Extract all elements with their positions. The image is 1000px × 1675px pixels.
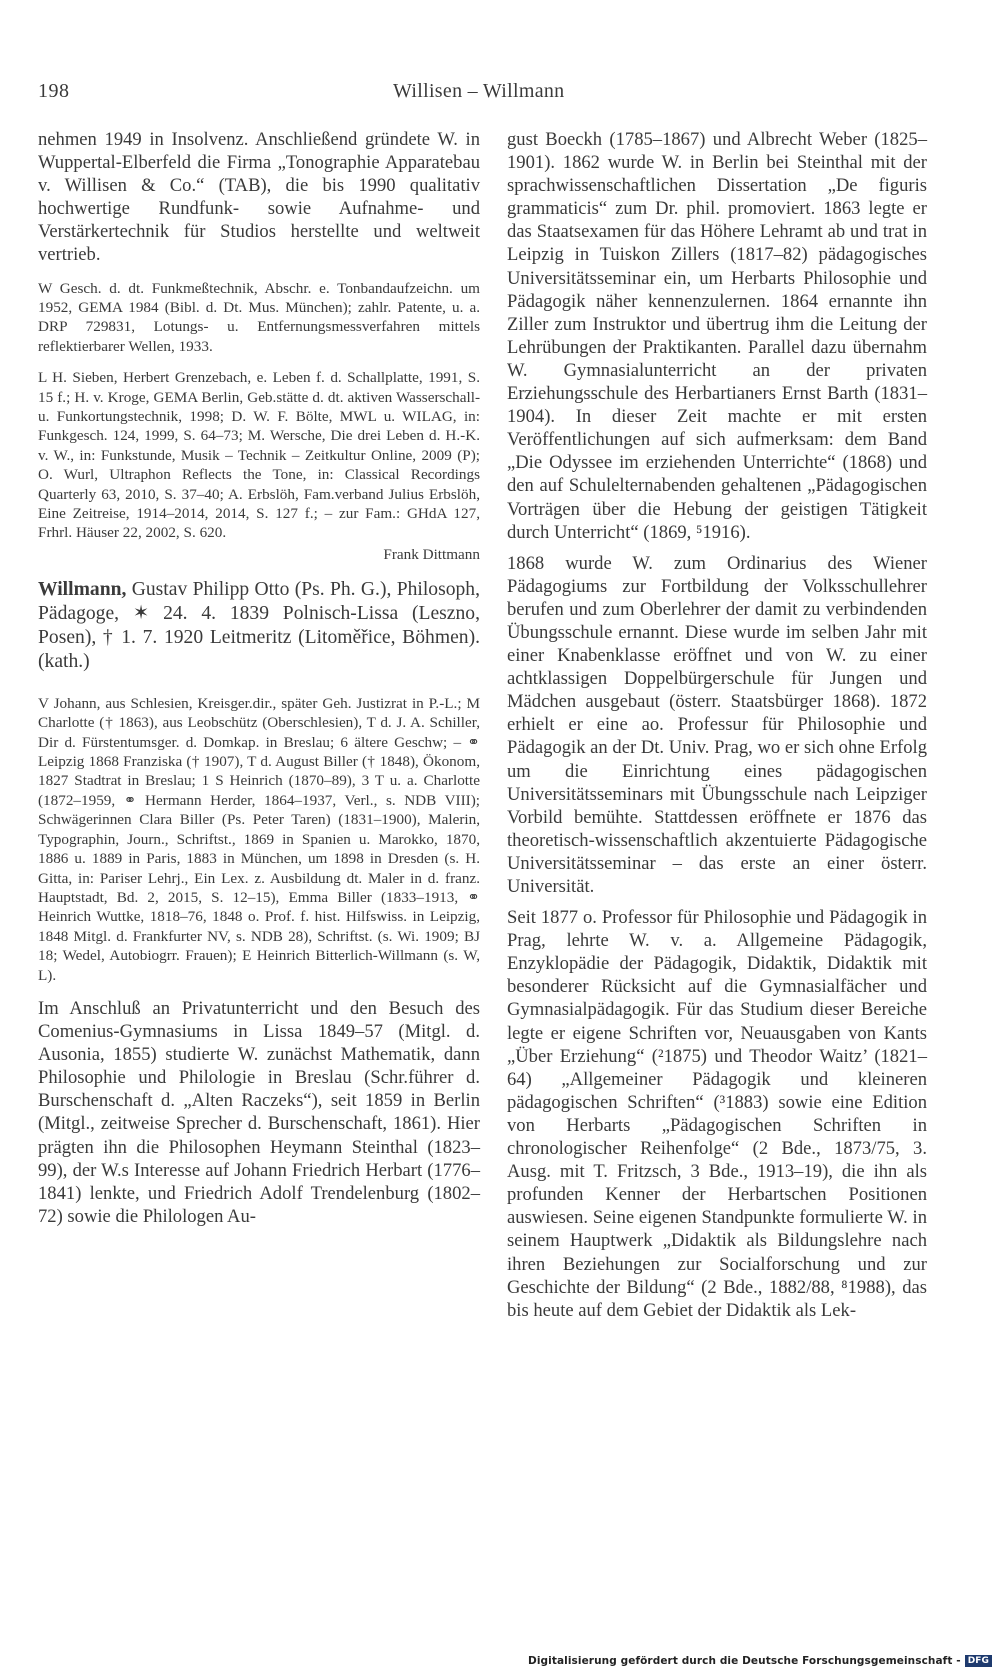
article-author: Frank Dittmann xyxy=(383,545,480,563)
page-number: 198 xyxy=(38,80,70,102)
entry-heading xyxy=(38,578,480,674)
works-list: W Gesch. d. dt. Funkmeßtechnik, Abschr. e. Tonbandaufzeichn. um 1952, GEMA 1984 (Bibl. d. Dt. Mus. München); zahlr. Patente, u. a. DRP 729831, Lotungs- u. Entfernungsmessverfahren mittels reflektierbarer Wellen, 1933. xyxy=(38,279,480,355)
genealogy: V Johann, aus Schlesien, Kreisger.dir., später Geh. Justizrat in P.-L.; M Charlotte († 1863), aus Leobschütz (Oberschlesien), T d. J. A. Schiller, Dir d. Fürstentumsger. d. Domkap. in Breslau; 6 ältere Geschw; – ⚭ Leipzig 1868 Franziska († 1907), T d. August Biller († 1848), Ökonom, 1827 Stadtrat in Breslau; 1 S Heinrich (1870–89), 3 T u. a. Charlotte (1872–1959, ⚭ Hermann Herder, 1864–1937, Verl., s. NDB VIII); Schwägerinnen Clara Biller (Ps. Peter Taren) (1831–1900), Malerin, Typographin, Journ., Schriftst., 1869 in Spanien u. Marokko, 1870, 1886 u. 1889 in Paris, 1883 in München, um 1898 in Dresden (s. H. Gitta, in: Pariser Lehrj., Ein Lex. z. Ausbildung dt. Maler in d. franz. Hauptstadt, Bd. 2, 2015, S. 12–15), Emma Biller (1833–1913, ⚭ Heinrich Wuttke, 1818–76, 1848 o. Prof. f. hist. Hilfswiss. in Leipzig, 1848 Mitgl. d. Frankfurter NV, s. NDB 28), Schriftst. (s. Wi. 1909; BJ 18; Wedel, Autobiogrr. Frauen); E Heinrich Bitterlich-Willmann (s. W, L). xyxy=(38,694,480,984)
entry-name: Willmann, xyxy=(38,579,127,601)
paragraph: Im Anschluß an Privatunterricht und den Besuch des Comenius-Gymnasiums in Lissa 1849–57 (Mitgl. d. Ausonia, 1855) studierte W. zunächst Mathematik, dann Philosophie und Philologie in Breslau (Schr.führer d. Burschenschaft d. „Alten Raczeks“), seit 1859 in Berlin (Mitgl., zeitweise Sprecher d. Burschenschaft, 1861). Hier prägten ihn die Philosophen Heymann Steinthal (1823–99), der W.s Interesse auf Johann Friedrich Herbart (1776–1841) lenkte, und Friedrich Adolf Trendelenburg (1802–72) sowie die Philologen Au- xyxy=(38,997,480,1227)
left-column xyxy=(38,128,480,1228)
entry-details: Gustav Philipp Otto (Ps. Ph. G.), Philosoph, Pädagoge, ✶ 24. 4. 1839 Polnisch-Lissa (Leszno, Posen), † 1. 7. 1920 Leitmeritz (Litoměřice, Böhmen). (kath.) xyxy=(38,579,481,673)
dfg-logo: DFG xyxy=(965,1655,992,1667)
footer-text: Digitalisierung gefördert durch die Deutsche Forschungsgemeinschaft - xyxy=(528,1655,961,1667)
paragraph: Seit 1877 o. Professor für Philosophie und Pädagogik in Prag, lehrte W. v. a. Allgemeine Pädagogik, Enzyklopädie der Pädagogik, Didaktik, Didaktik mit besonderer Rücksicht auf die Gymnasialfächer und Gymnasialpädagogik. Für das Studium dieser Bereiche legte er eigene Schriften vor, Neuausgaben von Kants „Über Erziehung“ (²1875) und Theodor Waitz’ (1821–64) „Allgemeiner Pädagogik und kleineren pädagogischen Schriften“ (³1883) sowie eine Edition von Herbarts „Pädagogischen Schriften in chronologischer Reihenfolge“ (2 Bde., 1873/75, 3. Ausg. mit T. Fritzsch, 3 Bde., 1913–19), die ihn als profunden Kenner der Herbartschen Positionen auswiesen. Seine eigenen Standpunkte formulierte W. in seinem Hauptwerk „Didaktik als Bildungslehre nach ihren Beziehungen zur Socialforschung und zur Geschichte der Bildung“ (2 Bde., 1882/88, ⁸1988), das bis heute auf dem Gebiet der Didaktik als Lek- xyxy=(507,907,927,1321)
running-title: Willisen – Willmann xyxy=(393,80,565,102)
paragraph: 1868 wurde W. zum Ordinarius des Wiener Pädagogiums zur Fortbildung der Volksschullehrer berufen und zum Oberlehrer der damit zu verbindenden Übungsschule ernannt. Diese wurde im selben Jahr mit einer Knabenklasse eröffnet und von W. zu einer achtklassigen Doppelbürgerschule für Jungen und Mädchen ausgebaut (österr. Staatsbürger 1868). 1872 erhielt er eine ao. Professur für Philosophie und Pädagogik an der Dt. Univ. Prag, wo er sich ohne Erfolg um die Einrichtung eines pädagogischen Universitätsseminars mit Übungsschule nach Leipziger Vorbild bemühte. Stattdessen eröffnete er 1876 das theoretisch-wissenschaftlich akzentuierte Pädagogische Universitätsseminar – das erste an einer österr. Universität. xyxy=(507,552,927,897)
dfg-footer xyxy=(528,1655,992,1667)
right-column xyxy=(507,128,927,1322)
paragraph: gust Boeckh (1785–1867) und Albrecht Weber (1825–1901). 1862 wurde W. in Berlin bei Steinthal mit der sprachwissenschaftlichen Dissertation „De figuris grammaticis“ zum Dr. phil. promoviert. 1863 legte er das Staatsexamen für das Höhere Lehramt ab und trat in Leipzig in Tuiskon Zillers (1817–82) pädagogisches Universitätsseminar ein, um Herbarts Philosophie und Pädagogik näher kennenzulernen. 1864 ernannte ihn Ziller zum Instruktor und übertrug ihm die Leitung der Lehrübungen der Praktikanten. Parallel dazu übernahm W. Gymnasialunterricht an der privaten Erziehungsschule des Herbartianers Ernst Barth (1831–1904). In dieser Zeit machte er mit ersten Veröffentlichungen auf sich aufmerksam: dem Band „Die Odyssee im erziehenden Unterrichte“ (1868) und den auf Schulelternabenden gehaltenen „Pädagogischen Vorträgen über die Hebung der geistigen Tätigkeit durch Unterricht“ (1869, ⁵1916). xyxy=(507,129,927,543)
literature-list: L H. Sieben, Herbert Grenzebach, e. Leben f. d. Schallplatte, 1991, S. 15 f.; H. v. Kroge, GEMA Berlin, Geb.stätte d. dt. aktiven Wasserschall- u. Funkortungstechnik, 1998; D. W. F. Bölte, MWL u. WILAG, in: Funkgesch. 124, 1999, S. 64–73; M. Wersche, Die drei Leben d. H.-K. v. W., in: Funkstunde, Musik – Technik – Zeitkultur Online, 2009 (P); O. Wurl, Ultraphon Reflects the Tone, in: Classical Recordings Quarterly 63, 2010, S. 37–40; A. Erbslöh, Fam.verband Julius Erbslöh, Eine Zeitreise, 1914–2014, 2014, S. 127 f.; – zur Fam.: GHdA 127, Frhrl. Häuser 22, 2002, S. 620. xyxy=(38,369,480,542)
paragraph: nehmen 1949 in Insolvenz. Anschließend gründete W. in Wuppertal-Elberfeld die Firma „Tonographie Apparatebau v. Willisen & Co.“ (TAB), die bis 1990 qualitativ hochwertige Rundfunk- sowie Aufnahme- und Verstärkertechnik für Studios herstellte und weltweit vertrieb. xyxy=(38,129,480,266)
